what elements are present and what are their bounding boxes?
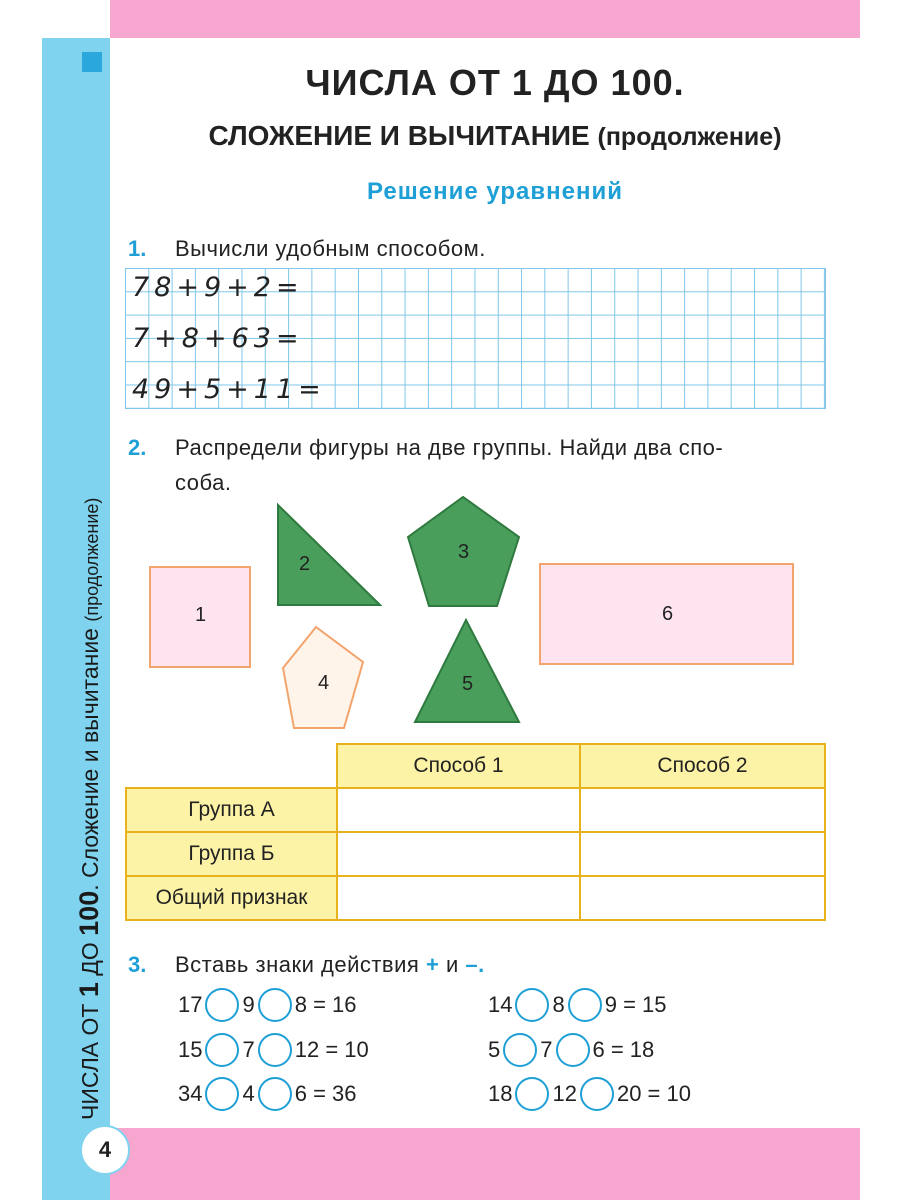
table-corner (126, 744, 337, 788)
sign-slot[interactable] (205, 1033, 239, 1067)
eq-l2-c: 12 = 10 (294, 1037, 369, 1062)
task1-expression-3: 49+5+11= (132, 374, 326, 405)
task1-text: Вычисли удобным способом. (175, 236, 486, 261)
eq-r3-a: 18 (488, 1081, 513, 1106)
sign-slot[interactable] (503, 1033, 537, 1067)
figure-5-label: 5 (462, 673, 474, 695)
figure-1-label: 1 (195, 604, 207, 626)
table-cell-a-way2[interactable] (580, 788, 825, 832)
task1-expression-1: 78+9+2= (132, 272, 304, 303)
eq-l1-c: 8 = 16 (294, 992, 357, 1017)
eq-r2-b: 7 (540, 1037, 553, 1062)
task2-text-line1: Распредели фигуры на две группы. Найди два спо- (175, 435, 724, 460)
equation-left-3 (178, 1077, 357, 1111)
plus-sign: + (425, 952, 440, 977)
equation-right-2 (488, 1033, 654, 1067)
table-cell-a-way1[interactable] (337, 788, 580, 832)
eq-l3-c: 6 = 36 (294, 1081, 357, 1106)
eq-r1-b: 8 (552, 992, 565, 1017)
eq-l1-b: 9 (242, 992, 255, 1017)
eq-l1-a: 17 (178, 992, 203, 1017)
figure-2-right-triangle (278, 505, 380, 605)
figure-4-label: 4 (318, 672, 330, 694)
table-cell-b-way1[interactable] (337, 832, 580, 876)
side-title-bold2: 100 (74, 890, 104, 936)
sign-slot[interactable] (258, 1077, 292, 1111)
task3-text: Вставь знаки действия (175, 952, 420, 977)
eq-r3-b: 12 (552, 1081, 577, 1106)
eq-l2-a: 15 (178, 1037, 203, 1062)
table-cell-b-way2[interactable] (580, 832, 825, 876)
equation-right-3 (488, 1077, 691, 1111)
task3-number: 3. (128, 952, 147, 977)
sign-slot[interactable] (515, 988, 549, 1022)
page-subtitle-small: (продолжение) (597, 123, 782, 151)
side-title-part2: ДО (77, 935, 103, 983)
sign-slot[interactable] (556, 1033, 590, 1067)
sign-slot[interactable] (205, 1077, 239, 1111)
eq-r1-a: 14 (488, 992, 513, 1017)
section-title: Решение уравнений (366, 178, 623, 205)
side-title-part1: ЧИСЛА ОТ (77, 997, 103, 1120)
table-row-common-feature: Общий признак (126, 876, 337, 920)
sign-slot[interactable] (205, 988, 239, 1022)
eq-r1-c: 9 = 15 (604, 992, 667, 1017)
table-row-group-b: Группа Б (126, 832, 337, 876)
eq-r2-a: 5 (488, 1037, 501, 1062)
task2-number: 2. (128, 435, 147, 460)
table-cell-common-way1[interactable] (337, 876, 580, 920)
table-cell-common-way2[interactable] (580, 876, 825, 920)
task2-text-line2: соба. (175, 470, 232, 495)
table-header-way1: Способ 1 (337, 744, 580, 788)
page-title: ЧИСЛА ОТ 1 ДО 100. (305, 62, 685, 103)
table-header-way2: Способ 2 (580, 744, 825, 788)
side-title-bold1: 1 (74, 982, 104, 998)
eq-l3-b: 4 (242, 1081, 255, 1106)
side-title-small: (продолжение) (82, 497, 102, 622)
equation-left-1 (178, 988, 357, 1022)
side-title-part3: . Сложение и вычитание (77, 621, 103, 891)
task1-number: 1. (128, 236, 147, 261)
sign-slot[interactable] (568, 988, 602, 1022)
sign-slot[interactable] (258, 1033, 292, 1067)
grouping-table (125, 743, 826, 921)
sign-slot[interactable] (515, 1077, 549, 1111)
task3-and: и (445, 952, 459, 977)
minus-sign: –. (465, 952, 485, 977)
task1-expression-2: 7+8+63= (132, 323, 304, 354)
eq-l3-a: 34 (178, 1081, 203, 1106)
task3-instruction (175, 952, 485, 978)
figure-3-label: 3 (458, 541, 470, 563)
eq-l2-b: 7 (242, 1037, 255, 1062)
page-number: 4 (80, 1125, 130, 1175)
sign-slot[interactable] (258, 988, 292, 1022)
sign-slot[interactable] (580, 1077, 614, 1111)
eq-r3-c: 20 = 10 (616, 1081, 691, 1106)
figure-5-triangle (415, 620, 519, 722)
equation-left-2 (178, 1033, 369, 1067)
figure-2-label: 2 (299, 553, 311, 575)
equation-right-1 (488, 988, 667, 1022)
eq-r2-c: 6 = 18 (592, 1037, 655, 1062)
page-subtitle-main: СЛОЖЕНИЕ И ВЫЧИТАНИЕ (208, 120, 590, 151)
table-row-group-a: Группа А (126, 788, 337, 832)
figure-6-label: 6 (662, 603, 674, 625)
